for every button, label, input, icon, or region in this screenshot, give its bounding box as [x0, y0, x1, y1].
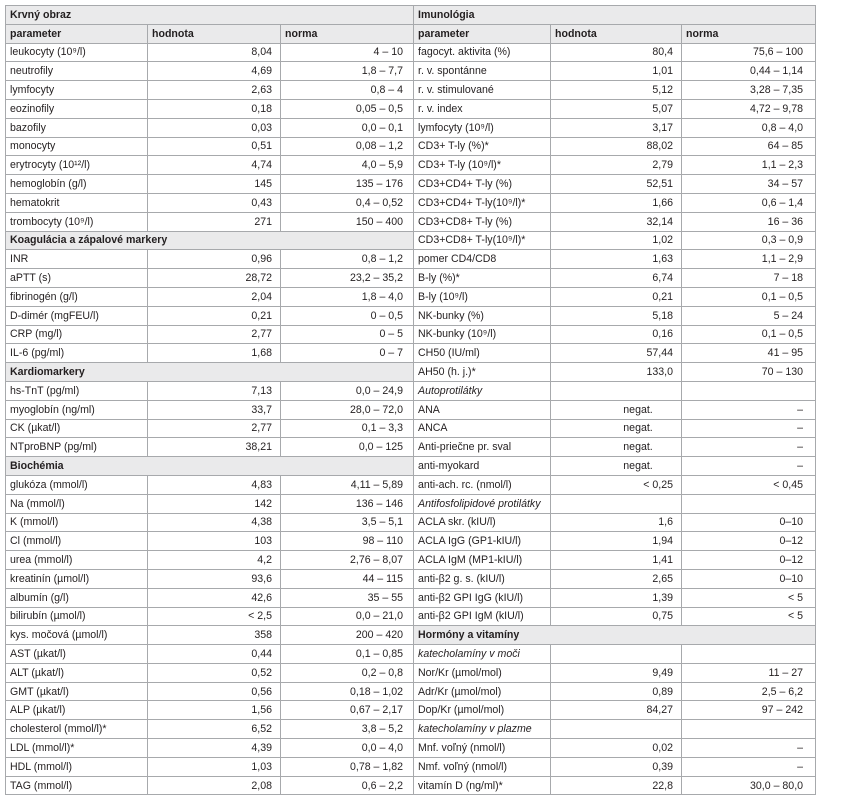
- norm-cell: 2,5 – 6,2: [682, 682, 816, 701]
- value-cell: negat.: [551, 457, 682, 476]
- table-row: [6, 212, 816, 231]
- table-row: [6, 776, 816, 795]
- subsection-title: Kardiomarkery: [6, 363, 414, 382]
- parameter-cell: Cl (mmol/l): [6, 532, 148, 551]
- value-cell: 2,79: [551, 156, 682, 175]
- parameter-cell: anti-β2 g. s. (kIU/l): [414, 569, 551, 588]
- table-row: [6, 306, 816, 325]
- parameter-cell: AH50 (h. j.)*: [414, 363, 551, 382]
- norm-cell: 4,72 – 9,78: [682, 99, 816, 118]
- norm-cell: 0–12: [682, 551, 816, 570]
- parameter-cell: ACLA IgG (GP1-kIU/l): [414, 532, 551, 551]
- norm-cell: 4 – 10: [281, 43, 414, 62]
- empty-cell: [682, 720, 816, 739]
- norm-cell: 2,76 – 8,07: [281, 551, 414, 570]
- parameter-cell: CD3+ T-ly (%)*: [414, 137, 551, 156]
- value-cell: 0,16: [551, 325, 682, 344]
- parameter-cell: r. v. stimulované: [414, 81, 551, 100]
- table-row: [6, 269, 816, 288]
- table-row: [6, 494, 816, 513]
- value-cell: negat.: [551, 400, 682, 419]
- parameter-cell: Anti-priečne pr. sval: [414, 438, 551, 457]
- subsection-title: Hormóny a vitamíny: [414, 626, 816, 645]
- table-row: [6, 626, 816, 645]
- norm-cell: 1,1 – 2,3: [682, 156, 816, 175]
- value-cell: 2,77: [148, 325, 281, 344]
- norm-cell: 75,6 – 100: [682, 43, 816, 62]
- parameter-cell: monocyty: [6, 137, 148, 156]
- norm-cell: 0,1 – 3,3: [281, 419, 414, 438]
- norm-cell: 0,6 – 1,4: [682, 193, 816, 212]
- parameter-cell: ACLA IgM (MP1-kIU/l): [414, 551, 551, 570]
- norm-cell: 34 – 57: [682, 175, 816, 194]
- value-cell: 4,74: [148, 156, 281, 175]
- value-cell: 0,44: [148, 645, 281, 664]
- parameter-cell: glukóza (mmol/l): [6, 475, 148, 494]
- norm-cell: 30,0 – 80,0: [682, 776, 816, 795]
- value-cell: 1,56: [148, 701, 281, 720]
- norm-cell: –: [682, 757, 816, 776]
- norm-cell: 35 – 55: [281, 588, 414, 607]
- table-row: [6, 739, 816, 758]
- parameter-cell: Adr/Kr (µmol/mol): [414, 682, 551, 701]
- table-row: [6, 438, 816, 457]
- norm-cell: 135 – 176: [281, 175, 414, 194]
- parameter-cell: CD3+CD4+ T-ly (%): [414, 175, 551, 194]
- subsection-title: Koagulácia a zápalové markery: [6, 231, 414, 250]
- norm-cell: 3,8 – 5,2: [281, 720, 414, 739]
- value-cell: < 0,25: [551, 475, 682, 494]
- empty-cell: [551, 494, 682, 513]
- value-cell: 0,21: [148, 306, 281, 325]
- parameter-cell: pomer CD4/CD8: [414, 250, 551, 269]
- parameter-cell: Nor/Kr (µmol/mol): [414, 663, 551, 682]
- lab-results-table: [5, 5, 816, 795]
- table-row: [6, 475, 816, 494]
- value-cell: 0,52: [148, 663, 281, 682]
- parameter-cell: CD3+CD8+ T-ly (%): [414, 212, 551, 231]
- norm-cell: 0,0 – 24,9: [281, 381, 414, 400]
- value-cell: negat.: [551, 419, 682, 438]
- value-cell: 33,7: [148, 400, 281, 419]
- parameter-cell: lymfocyty: [6, 81, 148, 100]
- parameter-cell: ALT (µkat/l): [6, 663, 148, 682]
- parameter-cell: Mnf. voľný (nmol/l): [414, 739, 551, 758]
- value-cell: 1,66: [551, 193, 682, 212]
- norm-cell: 0,1 – 0,5: [682, 325, 816, 344]
- value-cell: 2,77: [148, 419, 281, 438]
- parameter-cell: myoglobín (ng/ml): [6, 400, 148, 419]
- empty-cell: [682, 645, 816, 664]
- section-title-blood-count: Krvný obraz: [6, 6, 414, 25]
- parameter-cell: CH50 (IU/ml): [414, 344, 551, 363]
- table-row: [6, 682, 816, 701]
- value-cell: 4,38: [148, 513, 281, 532]
- norm-cell: 136 – 146: [281, 494, 414, 513]
- value-cell: 57,44: [551, 344, 682, 363]
- table-row: [6, 419, 816, 438]
- empty-cell: [682, 381, 816, 400]
- value-cell: 2,04: [148, 287, 281, 306]
- value-cell: 271: [148, 212, 281, 231]
- norm-cell: 0,08 – 1,2: [281, 137, 414, 156]
- norm-cell: 0,18 – 1,02: [281, 682, 414, 701]
- parameter-cell: lymfocyty (10⁹/l): [414, 118, 551, 137]
- norm-cell: 0–10: [682, 513, 816, 532]
- value-cell: 22,8: [551, 776, 682, 795]
- value-cell: 0,02: [551, 739, 682, 758]
- norm-cell: 44 – 115: [281, 569, 414, 588]
- value-cell: 4,2: [148, 551, 281, 570]
- value-cell: 145: [148, 175, 281, 194]
- norm-cell: 0,44 – 1,14: [682, 62, 816, 81]
- norm-cell: 0,4 – 0,52: [281, 193, 414, 212]
- norm-cell: 5 – 24: [682, 306, 816, 325]
- parameter-cell: anti-β2 GPI IgG (kIU/l): [414, 588, 551, 607]
- value-cell: 28,72: [148, 269, 281, 288]
- norm-cell: 23,2 – 35,2: [281, 269, 414, 288]
- norm-cell: 1,1 – 2,9: [682, 250, 816, 269]
- parameter-cell: GMT (µkat/l): [6, 682, 148, 701]
- table-row: [6, 457, 816, 476]
- parameter-cell: trombocyty (10⁹/l): [6, 212, 148, 231]
- table-row: [6, 81, 816, 100]
- parameter-cell: neutrofily: [6, 62, 148, 81]
- value-cell: 4,39: [148, 739, 281, 758]
- parameter-cell: NTproBNP (pg/ml): [6, 438, 148, 457]
- value-cell: < 2,5: [148, 607, 281, 626]
- parameter-cell: leukocyty (10⁹/l): [6, 43, 148, 62]
- value-cell: 93,6: [148, 569, 281, 588]
- parameter-cell: anti-β2 GPI IgM (kIU/l): [414, 607, 551, 626]
- table-row: [6, 551, 816, 570]
- value-cell: 103: [148, 532, 281, 551]
- parameter-cell: kys. močová (µmol/l): [6, 626, 148, 645]
- parameter-cell: cholesterol (mmol/l)*: [6, 720, 148, 739]
- value-cell: 2,63: [148, 81, 281, 100]
- section-header-row: [6, 6, 816, 25]
- table-row: [6, 588, 816, 607]
- table-row: [6, 62, 816, 81]
- norm-cell: 97 – 242: [682, 701, 816, 720]
- subgroup-label: katecholamíny v plazme: [414, 720, 551, 739]
- value-cell: 358: [148, 626, 281, 645]
- norm-cell: 0,6 – 2,2: [281, 776, 414, 795]
- parameter-cell: ANA: [414, 400, 551, 419]
- value-cell: 0,43: [148, 193, 281, 212]
- table-row: [6, 663, 816, 682]
- norm-cell: 3,5 – 5,1: [281, 513, 414, 532]
- column-header-parameter: parameter: [6, 24, 148, 43]
- parameter-cell: NK-bunky (10⁹/l): [414, 325, 551, 344]
- value-cell: 5,18: [551, 306, 682, 325]
- table-row: [6, 344, 816, 363]
- value-cell: 4,83: [148, 475, 281, 494]
- norm-cell: 0 – 5: [281, 325, 414, 344]
- value-cell: 38,21: [148, 438, 281, 457]
- parameter-cell: bazofily: [6, 118, 148, 137]
- norm-cell: 28,0 – 72,0: [281, 400, 414, 419]
- parameter-cell: r. v. spontánne: [414, 62, 551, 81]
- parameter-cell: AST (µkat/l): [6, 645, 148, 664]
- parameter-cell: CD3+CD4+ T-ly(10⁹/l)*: [414, 193, 551, 212]
- value-cell: 5,12: [551, 81, 682, 100]
- value-cell: 88,02: [551, 137, 682, 156]
- empty-cell: [551, 645, 682, 664]
- table-row: [6, 363, 816, 382]
- table-row: [6, 193, 816, 212]
- table-row: [6, 325, 816, 344]
- norm-cell: 0,0 – 21,0: [281, 607, 414, 626]
- value-cell: 0,51: [148, 137, 281, 156]
- value-cell: 2,65: [551, 569, 682, 588]
- parameter-cell: Dop/Kr (µmol/mol): [414, 701, 551, 720]
- table-row: [6, 156, 816, 175]
- parameter-cell: anti-myokard: [414, 457, 551, 476]
- table-row: [6, 99, 816, 118]
- value-cell: 1,02: [551, 231, 682, 250]
- column-header-row: [6, 24, 816, 43]
- subgroup-label: Antifosfolipidové protilátky: [414, 494, 551, 513]
- table-row: [6, 513, 816, 532]
- value-cell: 1,41: [551, 551, 682, 570]
- norm-cell: 200 – 420: [281, 626, 414, 645]
- parameter-cell: vitamín D (ng/ml)*: [414, 776, 551, 795]
- norm-cell: 1,8 – 7,7: [281, 62, 414, 81]
- value-cell: 7,13: [148, 381, 281, 400]
- norm-cell: 4,0 – 5,9: [281, 156, 414, 175]
- value-cell: 1,03: [148, 757, 281, 776]
- norm-cell: 70 – 130: [682, 363, 816, 382]
- parameter-cell: Nmf. voľný (nmol/l): [414, 757, 551, 776]
- norm-cell: 0,2 – 0,8: [281, 663, 414, 682]
- norm-cell: 0,8 – 1,2: [281, 250, 414, 269]
- norm-cell: 0–10: [682, 569, 816, 588]
- value-cell: 80,4: [551, 43, 682, 62]
- norm-cell: –: [682, 400, 816, 419]
- value-cell: 9,49: [551, 663, 682, 682]
- table-row: [6, 701, 816, 720]
- norm-cell: 0,1 – 0,5: [682, 287, 816, 306]
- subgroup-label: katecholamíny v moči: [414, 645, 551, 664]
- value-cell: 0,89: [551, 682, 682, 701]
- parameter-cell: erytrocyty (10¹²/l): [6, 156, 148, 175]
- parameter-cell: hs-TnT (pg/ml): [6, 381, 148, 400]
- parameter-cell: INR: [6, 250, 148, 269]
- norm-cell: 0 – 0,5: [281, 306, 414, 325]
- parameter-cell: HDL (mmol/l): [6, 757, 148, 776]
- lab-results-body: [6, 6, 816, 795]
- parameter-cell: CRP (mg/l): [6, 325, 148, 344]
- parameter-cell: D-dimér (mgFEU/l): [6, 306, 148, 325]
- norm-cell: 0,8 – 4,0: [682, 118, 816, 137]
- parameter-cell: ALP (µkat/l): [6, 701, 148, 720]
- norm-cell: 41 – 95: [682, 344, 816, 363]
- value-cell: 0,75: [551, 607, 682, 626]
- norm-cell: 0,0 – 0,1: [281, 118, 414, 137]
- empty-cell: [682, 494, 816, 513]
- table-row: [6, 43, 816, 62]
- table-row: [6, 137, 816, 156]
- value-cell: 0,56: [148, 682, 281, 701]
- parameter-cell: urea (mmol/l): [6, 551, 148, 570]
- value-cell: 1,01: [551, 62, 682, 81]
- norm-cell: 0,78 – 1,82: [281, 757, 414, 776]
- norm-cell: 3,28 – 7,35: [682, 81, 816, 100]
- value-cell: 4,69: [148, 62, 281, 81]
- empty-cell: [551, 381, 682, 400]
- norm-cell: 0,1 – 0,85: [281, 645, 414, 664]
- parameter-cell: fibrinogén (g/l): [6, 287, 148, 306]
- norm-cell: 64 – 85: [682, 137, 816, 156]
- value-cell: 5,07: [551, 99, 682, 118]
- norm-cell: 1,8 – 4,0: [281, 287, 414, 306]
- value-cell: 0,96: [148, 250, 281, 269]
- value-cell: 2,08: [148, 776, 281, 795]
- column-header-value: hodnota: [148, 24, 281, 43]
- table-row: [6, 645, 816, 664]
- parameter-cell: ANCA: [414, 419, 551, 438]
- value-cell: 142: [148, 494, 281, 513]
- parameter-cell: CK (µkat/l): [6, 419, 148, 438]
- norm-cell: –: [682, 419, 816, 438]
- parameter-cell: kreatinín (µmol/l): [6, 569, 148, 588]
- norm-cell: < 0,45: [682, 475, 816, 494]
- column-header-norm: norma: [281, 24, 414, 43]
- norm-cell: 0,0 – 4,0: [281, 739, 414, 758]
- table-row: [6, 175, 816, 194]
- parameter-cell: NK-bunky (%): [414, 306, 551, 325]
- table-row: [6, 231, 816, 250]
- value-cell: 0,18: [148, 99, 281, 118]
- table-row: [6, 569, 816, 588]
- parameter-cell: aPTT (s): [6, 269, 148, 288]
- table-row: [6, 607, 816, 626]
- table-row: [6, 381, 816, 400]
- norm-cell: < 5: [682, 588, 816, 607]
- parameter-cell: B-ly (10⁹/l): [414, 287, 551, 306]
- parameter-cell: eozinofily: [6, 99, 148, 118]
- parameter-cell: CD3+CD8+ T-ly(10⁹/l)*: [414, 231, 551, 250]
- norm-cell: 0,67 – 2,17: [281, 701, 414, 720]
- parameter-cell: IL-6 (pg/ml): [6, 344, 148, 363]
- parameter-cell: anti-ach. rc. (nmol/l): [414, 475, 551, 494]
- value-cell: 1,39: [551, 588, 682, 607]
- parameter-cell: hemoglobín (g/l): [6, 175, 148, 194]
- parameter-cell: TAG (mmol/l): [6, 776, 148, 795]
- value-cell: 1,6: [551, 513, 682, 532]
- value-cell: 32,14: [551, 212, 682, 231]
- value-cell: 6,52: [148, 720, 281, 739]
- norm-cell: 16 – 36: [682, 212, 816, 231]
- table-row: [6, 532, 816, 551]
- parameter-cell: CD3+ T-ly (10⁹/l)*: [414, 156, 551, 175]
- table-row: [6, 757, 816, 776]
- norm-cell: 150 – 400: [281, 212, 414, 231]
- value-cell: 1,63: [551, 250, 682, 269]
- parameter-cell: hematokrit: [6, 193, 148, 212]
- value-cell: 0,03: [148, 118, 281, 137]
- norm-cell: 4,11 – 5,89: [281, 475, 414, 494]
- norm-cell: 0 – 7: [281, 344, 414, 363]
- table-row: [6, 720, 816, 739]
- section-title-immunology: Imunológia: [414, 6, 816, 25]
- table-row: [6, 400, 816, 419]
- table-row: [6, 118, 816, 137]
- value-cell: 1,94: [551, 532, 682, 551]
- subsection-title: Biochémia: [6, 457, 414, 476]
- parameter-cell: bilirubín (µmol/l): [6, 607, 148, 626]
- parameter-cell: Na (mmol/l): [6, 494, 148, 513]
- norm-cell: 98 – 110: [281, 532, 414, 551]
- norm-cell: –: [682, 457, 816, 476]
- table-row: [6, 250, 816, 269]
- parameter-cell: LDL (mmol/l)*: [6, 739, 148, 758]
- subgroup-label: Autoprotilátky: [414, 381, 551, 400]
- parameter-cell: K (mmol/l): [6, 513, 148, 532]
- value-cell: 0,21: [551, 287, 682, 306]
- norm-cell: 0,05 – 0,5: [281, 99, 414, 118]
- norm-cell: 7 – 18: [682, 269, 816, 288]
- norm-cell: 11 – 27: [682, 663, 816, 682]
- value-cell: negat.: [551, 438, 682, 457]
- parameter-cell: r. v. index: [414, 99, 551, 118]
- table-row: [6, 287, 816, 306]
- column-header-value: hodnota: [551, 24, 682, 43]
- column-header-parameter: parameter: [414, 24, 551, 43]
- value-cell: 84,27: [551, 701, 682, 720]
- value-cell: 8,04: [148, 43, 281, 62]
- empty-cell: [551, 720, 682, 739]
- norm-cell: –: [682, 739, 816, 758]
- value-cell: 0,39: [551, 757, 682, 776]
- value-cell: 133,0: [551, 363, 682, 382]
- parameter-cell: ACLA skr. (kIU/l): [414, 513, 551, 532]
- norm-cell: 0–12: [682, 532, 816, 551]
- norm-cell: –: [682, 438, 816, 457]
- value-cell: 42,6: [148, 588, 281, 607]
- norm-cell: 0,8 – 4: [281, 81, 414, 100]
- value-cell: 6,74: [551, 269, 682, 288]
- norm-cell: < 5: [682, 607, 816, 626]
- value-cell: 3,17: [551, 118, 682, 137]
- norm-cell: 0,0 – 125: [281, 438, 414, 457]
- parameter-cell: B-ly (%)*: [414, 269, 551, 288]
- value-cell: 1,68: [148, 344, 281, 363]
- column-header-norm: norma: [682, 24, 816, 43]
- norm-cell: 0,3 – 0,9: [682, 231, 816, 250]
- parameter-cell: albumín (g/l): [6, 588, 148, 607]
- value-cell: 52,51: [551, 175, 682, 194]
- parameter-cell: fagocyt. aktivita (%): [414, 43, 551, 62]
